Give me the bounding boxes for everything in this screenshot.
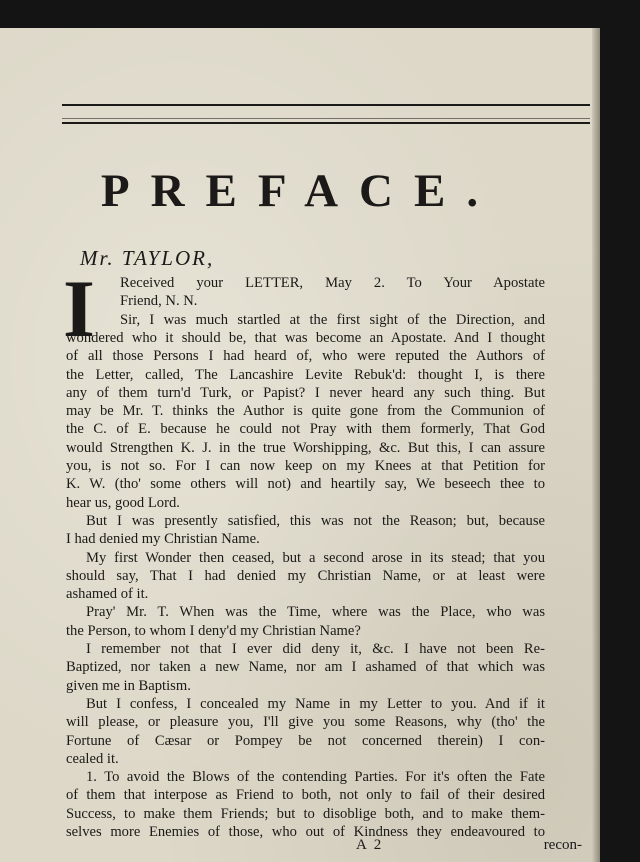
double-rule [62, 122, 590, 124]
text-line: Sir, I was much startled at the first sight of the Direction, and [120, 311, 545, 328]
text-line: given me in Baptism. [66, 677, 191, 694]
drop-cap: I [63, 263, 95, 354]
show-through-rule [62, 118, 590, 119]
text-line: ashamed of it. [66, 586, 149, 603]
text-line: But I confess, I concealed my Name in my Letter to you. And if it [86, 695, 545, 712]
salutation [80, 246, 214, 271]
text-line: the C. of E. because he could not Pray with them formerly, That God [66, 421, 545, 438]
salutation-text: Mr. TAYLOR, [80, 246, 215, 270]
text-line: wondered who it should be, that was become an Apostate. And I thought [66, 329, 545, 346]
text-line: Received your LETTER, May 2. To Your Apostate [120, 275, 545, 291]
text-line: of them that interpose as Friend to both, not only to fail of their desired [66, 787, 545, 804]
text-line: I had denied my Christian Name. [66, 531, 260, 548]
text-line: would Strengthen K. J. in the true Worshipping, &c. But this, I can assure [66, 439, 545, 456]
text-line: may be Mr. T. thinks the Author is quite gone from the Communion of [66, 403, 545, 420]
page-footer [0, 837, 600, 859]
text-line: 1. To avoid the Blows of the contending Parties. For it's often the Fate [86, 769, 545, 786]
text-line: the Letter, called, The Lancashire Levite Rebuk'd: thought I, is there [66, 366, 545, 383]
text-line: K. W. (tho' some others will not) and heartily say, We beseech thee to [66, 476, 545, 493]
text-line: you, is not so. For I can now keep on my Knees at that Petition for [66, 458, 545, 474]
text-line: any of them turn'd Turk, or Papist? I never heard any such thing. But [66, 384, 545, 401]
catchword: recon- [543, 837, 582, 854]
text-line: Baptized, nor taken a new Name, nor am I ashamed of that which was [66, 659, 545, 676]
text-line: will please, or pleasure you, I'll give you some Reasons, why (tho' the [66, 714, 545, 731]
text-line: cealed it. [66, 750, 119, 767]
book-page [0, 28, 600, 862]
text-line: the Person, to whom I deny'd my Christian Name? [66, 622, 361, 639]
text-line: But I was presently satisfied, this was not the Reason; but, because [86, 512, 545, 529]
text-line: of all those Persons I had heard of, who were reputed the Authors of [66, 348, 545, 365]
text-line: Success, to make them Friends; but to disoblige both, and to make them- [66, 805, 545, 822]
text-line: Pray' Mr. T. When was the Time, where was the Place, who was [86, 604, 545, 621]
top-rule [62, 104, 590, 106]
signature-mark: A 2 [356, 837, 384, 854]
page-title: PREFACE. [100, 165, 500, 217]
text-line: My first Wonder then ceased, but a second arose in its stead; that you [86, 549, 545, 566]
text-line: should say, That I had denied my Christian Name, or at least were [66, 567, 545, 584]
text-line: Fortune of Cæsar or Pompey be not concerned therein) I con- [66, 732, 545, 749]
page-spine-shadow [592, 28, 600, 862]
text-line: selves more Enemies of those, who out of Kindness they endeavoured to [66, 824, 545, 840]
text-line: hear us, good Lord. [66, 494, 180, 511]
text-line: I remember not that I ever did deny it, &c. I have not been Re- [86, 641, 545, 657]
text-line: Friend, N. N. [120, 293, 198, 310]
